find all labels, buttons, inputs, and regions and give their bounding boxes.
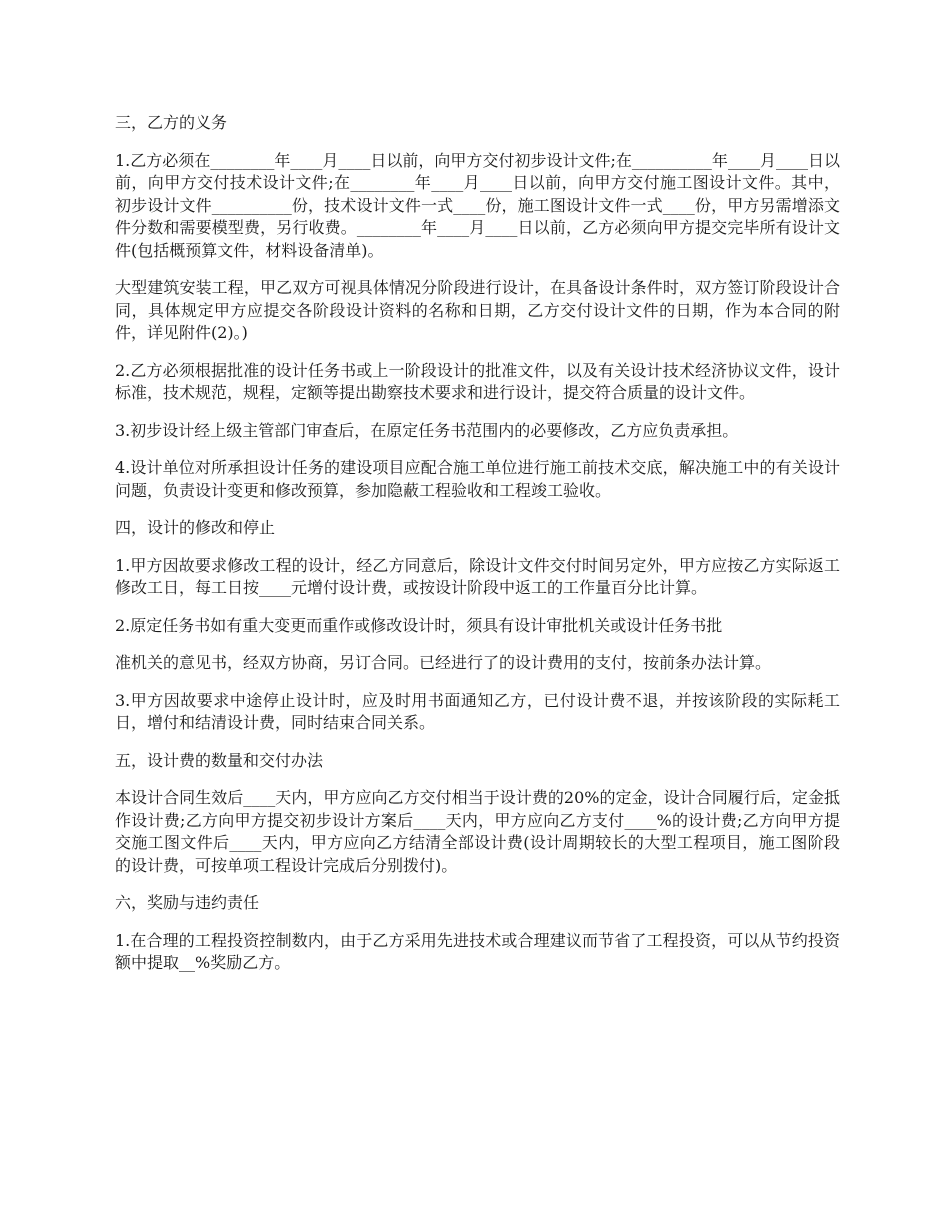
paragraph-large-projects: 大型建筑安装工程，甲乙双方可视具体情况分阶段进行设计，在具备设计条件时，双方签订阶段设计合同，具体规定甲方应提交各阶段设计资料的名称和日期，乙方交付设计文件的日期，作为本合同的附件，详见附件(2)。): [115, 278, 840, 342]
paragraph-preliminary-review: 3.初步设计经上级主管部门审查后，在原定任务书范围内的必要修改，乙方应负责承担。: [115, 420, 739, 440]
paragraph-reward: 1.在合理的工程投资控制数内，由于乙方采用先进技术或合理建议而节省了工程投资，可以从节约投资额中提取__%奖励乙方。: [115, 930, 840, 972]
paragraph-modification-fee: 1.甲方因故要求修改工程的设计，经乙方同意后，除设计文件交付时间另定外，甲方应按乙方实际返工修改工日，每工日按____元增付设计费，或按设计阶段中返工的工作量百分比计算。: [115, 555, 840, 597]
section-heading-3: 三，乙方的义务: [115, 113, 228, 132]
paragraph-design-basis: 2.乙方必须根据批准的设计任务书或上一阶段设计的批准文件，以及有关设计技术经济协议文件，设计标准，技术规范，规程，定额等提出勘察技术要求和进行设计，提交符合质量的设计文件。: [115, 360, 840, 402]
paragraph-payment-terms: 本设计合同生效后____天内，甲方应向乙方交付相当于设计费的20%的定金，设计合同履行后，定金抵作设计费;乙方向甲方提交初步设计方案后____天内，甲方应向乙方支付____%的设计费;乙方向甲方提交施工图文件后____天内，甲方应向乙方结清全部设计费(设计周期较长的大型工程项目，施工图阶段的设计费，可按单项工程设计完成后分别拨付)。: [115, 788, 840, 875]
section-heading-5: 五，设计费的数量和交付办法: [115, 750, 324, 770]
paragraph-construction-support: 4.设计单位对所承担设计任务的建设项目应配合施工单位进行施工前技术交底，解决施工中的有关设计问题，负责设计变更和修改预算，参加隐蔽工程验收和工程竣工验收。: [115, 458, 840, 500]
paragraph-major-change: 2.原定任务书如有重大变更而重作或修改设计时，须具有设计审批机关或设计任务书批: [115, 615, 723, 635]
paragraph-delivery-schedule: 1.乙方必须在________年____月____日以前，向甲方交付初步设计文件;在__________年____月____日以前，向甲方交付技术设计文件;在________年____月____日以前，向甲方交付施工图设计文件。其中，初步设计文件__________份，技术设计文件一式____份，施工图设计文件一式____份，甲方另需增添文件分数和需要模型费，另行收费。________年____月____日以前，乙方必须向甲方提交完毕所有设计文件(包括概预算文件，材料设备清单)。: [115, 150, 840, 260]
document-page: [115, 112, 840, 990]
section-heading-4: 四，设计的修改和停止: [115, 518, 276, 537]
paragraph-stop-design: 3.甲方因故要求中途停止设计时，应及时用书面通知乙方，已付设计费不退，并按该阶段的实际耗工日，增付和结清设计费，同时结束合同关系。: [115, 690, 840, 732]
section-heading-6: 六，奖励与违约责任: [115, 893, 260, 912]
paragraph-approval-letter: 准机关的意见书，经双方协商，另订合同。已经进行了的设计费用的支付，按前条办法计算。: [115, 653, 772, 672]
